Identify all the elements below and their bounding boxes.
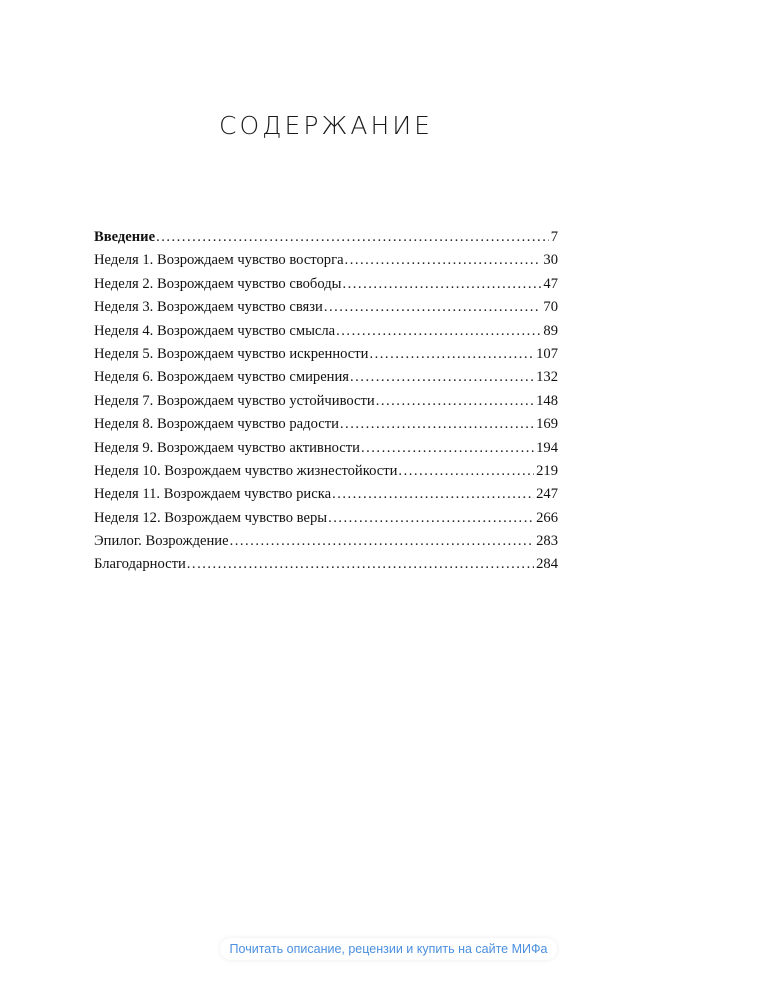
toc-entry-page: 169 — [536, 416, 558, 433]
toc-leader-dots — [376, 390, 534, 413]
page-title: СОДЕРЖАНИЕ — [219, 111, 433, 140]
toc-entry-page: 47 — [543, 275, 558, 292]
toc-entry-page: 7 — [550, 229, 558, 245]
toc-entry-page: 148 — [536, 392, 558, 409]
toc-leader-dots — [342, 273, 541, 296]
toc-leader-dots — [187, 553, 534, 576]
toc-entry-page: 30 — [543, 252, 558, 269]
toc-entry-page: 89 — [543, 322, 558, 339]
footer — [0, 938, 777, 960]
toc-leader-dots — [332, 483, 534, 506]
toc-entry-week-4 — [94, 320, 558, 343]
toc-entry-page: 283 — [536, 533, 558, 550]
toc-entry-week-1 — [94, 249, 558, 272]
toc-entry-label: Неделя 8. Возрождаем чувство радости — [94, 416, 339, 433]
toc-leader-dots — [230, 530, 535, 553]
toc-entry-label: Неделя 6. Возрождаем чувство смирения — [94, 369, 349, 386]
toc-entry-page: 194 — [536, 439, 558, 456]
toc-leader-dots — [328, 507, 534, 530]
toc-entry-page: 284 — [536, 556, 558, 573]
toc-entry-label: Неделя 7. Возрождаем чувство устойчивости — [94, 392, 375, 409]
toc-leader-dots — [336, 320, 541, 343]
toc-entry-week-6 — [94, 366, 558, 389]
toc-entry-label: Неделя 10. Возрождаем чувство жизнестойкости — [94, 462, 398, 479]
toc-entry-week-12 — [94, 507, 558, 530]
toc-entry-week-2 — [94, 273, 558, 296]
toc-entry-page: 247 — [536, 486, 558, 503]
toc-leader-dots — [340, 413, 534, 436]
toc-entry-label: Эпилог. Возрождение — [94, 533, 229, 550]
toc-entry-acknowledgements — [94, 553, 558, 576]
table-of-contents — [94, 226, 558, 577]
publisher-site-link[interactable]: Почитать описание, рецензии и купить на сайте МИФа — [220, 938, 558, 960]
toc-entry-label: Неделя 2. Возрождаем чувство свободы — [94, 275, 342, 292]
toc-leader-dots — [361, 437, 534, 460]
toc-entry-page: 266 — [536, 509, 558, 526]
toc-entry-introduction — [94, 226, 558, 249]
toc-entry-label: Неделя 3. Возрождаем чувство связи — [94, 299, 323, 316]
toc-entry-page: 219 — [536, 462, 558, 479]
toc-entry-label: Неделя 5. Возрождаем чувство искренности — [94, 345, 369, 362]
toc-leader-dots — [398, 460, 534, 483]
toc-entry-page: 132 — [536, 369, 558, 386]
toc-entry-page: 70 — [543, 299, 558, 316]
toc-leader-dots — [350, 366, 534, 389]
toc-entry-epilogue — [94, 530, 558, 553]
toc-leader-dots — [324, 296, 542, 319]
toc-entry-label: Неделя 11. Возрождаем чувство риска — [94, 486, 332, 503]
toc-entry-week-9 — [94, 437, 558, 460]
toc-leader-dots — [369, 343, 534, 366]
toc-entry-label: Неделя 12. Возрождаем чувство веры — [94, 509, 328, 526]
toc-entry-week-3 — [94, 296, 558, 319]
toc-entry-week-7 — [94, 390, 558, 413]
toc-entry-week-11 — [94, 483, 558, 506]
toc-entry-label: Неделя 1. Возрождаем чувство восторга — [94, 252, 344, 269]
toc-entry-week-10 — [94, 460, 558, 483]
toc-entry-label: Неделя 4. Возрождаем чувство смысла — [94, 322, 336, 339]
toc-entry-label: Благодарности — [94, 556, 186, 573]
toc-leader-dots — [345, 249, 542, 272]
toc-entry-label: Введение — [94, 229, 156, 245]
toc-entry-page: 107 — [536, 345, 558, 362]
toc-leader-dots — [156, 226, 549, 249]
toc-entry-week-5 — [94, 343, 558, 366]
toc-entry-label: Неделя 9. Возрождаем чувство активности — [94, 439, 360, 456]
toc-entry-week-8 — [94, 413, 558, 436]
